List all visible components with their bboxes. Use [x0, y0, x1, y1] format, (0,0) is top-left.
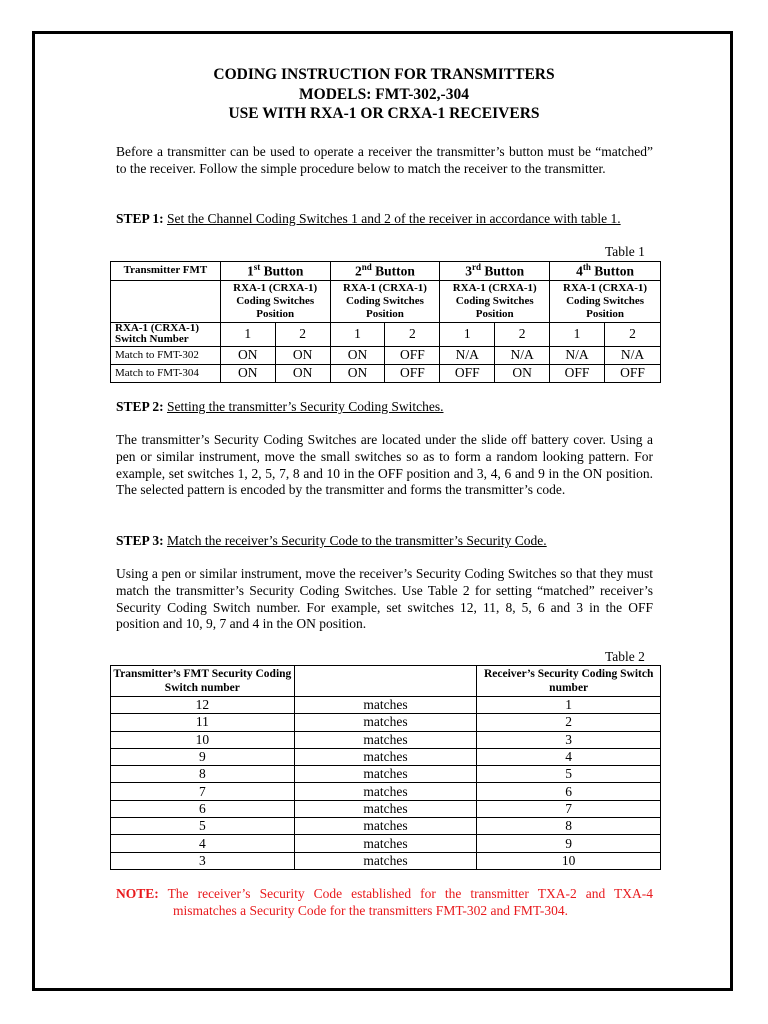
table-1-cell: 1 [440, 322, 495, 346]
table-1-button-1-header: 1st Button [220, 262, 330, 281]
title-line-2: MODELS: FMT-302,-304 [299, 86, 469, 103]
step-1 [116, 211, 711, 228]
step-3-label: STEP 3: [116, 533, 164, 548]
table-1-cell: 2 [385, 322, 440, 346]
table-1-cell: ON [275, 346, 330, 364]
step-3-text: Match the receiver’s Security Code to the transmitter’s Security Code. [167, 533, 547, 548]
table-1-button-2-header: 2nd Button [330, 262, 440, 281]
table-1-cell: OFF [440, 364, 495, 382]
step-1-text: Set the Channel Coding Switches 1 and 2 of the receiver in accordance with table 1. [167, 211, 621, 226]
note [116, 886, 653, 920]
table-1-cell: 1 [550, 322, 605, 346]
table-1-cell: 2 [275, 322, 330, 346]
table-1-cell: ON [275, 364, 330, 382]
table-1-empty-cell [111, 280, 221, 322]
table-2-tx-cell: 11 [111, 714, 295, 731]
table-2-match-cell: matches [294, 714, 477, 731]
note-label: NOTE: [116, 886, 159, 901]
table-2-tx-cell: 6 [111, 800, 295, 817]
table-2-match-cell: matches [294, 783, 477, 800]
table-1-cell: 1 [330, 322, 385, 346]
table-2-match-cell: matches [294, 748, 477, 765]
step-2-paragraph: The transmitter’s Security Coding Switches are located under the slide off battery cover. Using a pen or similar instrument, move the small switches so as to form a random looking pattern. For example, set switches 1, 2, 5, 7, 8 and 10 in the OFF position and 3, 4, 6 and 9 in the ON position. The selected pattern is encoded by the transmitter and forms the transmitter’s code. [116, 432, 653, 498]
table-row [111, 697, 661, 714]
table-2 [110, 665, 661, 870]
title-line-3: USE WITH RXA-1 OR CRXA-1 RECEIVERS [228, 105, 540, 122]
table-2-tx-cell: 7 [111, 783, 295, 800]
table-row [111, 835, 661, 852]
table-2-match-cell: matches [294, 835, 477, 852]
table-2-rx-cell: 8 [477, 818, 661, 835]
step-2-label: STEP 2: [116, 399, 164, 414]
table-1-cell: N/A [550, 346, 605, 364]
table-2-rx-cell: 9 [477, 835, 661, 852]
table-2-rx-cell: 7 [477, 800, 661, 817]
intro-paragraph: Before a transmitter can be used to operate a receiver the transmitter’s button must be “matched” to the receiver. Follow the simple procedure below to match the receiver to the transmitter. [116, 144, 653, 176]
table-1-cell: ON [330, 364, 385, 382]
table-1-row [111, 364, 661, 382]
table-2-tx-cell: 10 [111, 731, 295, 748]
table-2-tx-cell: 5 [111, 818, 295, 835]
table-row [111, 800, 661, 817]
table-row [111, 852, 661, 869]
table-1-subheader: RXA-1 (CRXA-1) Coding Switches Position [330, 280, 440, 322]
table-1-cell: OFF [605, 364, 661, 382]
table-1-subheader: RXA-1 (CRXA-1) Coding Switches Position [550, 280, 661, 322]
table-2-rx-cell: 5 [477, 766, 661, 783]
table-2-match-cell: matches [294, 731, 477, 748]
table-1-cell: 2 [495, 322, 550, 346]
table-1-cell: N/A [495, 346, 550, 364]
table-2-tx-cell: 12 [111, 697, 295, 714]
table-1-row-label: Match to FMT-302 [111, 346, 221, 364]
table-2-header-empty [294, 666, 477, 697]
table-2-match-cell: matches [294, 818, 477, 835]
table-1-row-label: Match to FMT-304 [111, 364, 221, 382]
table-1-subheader: RXA-1 (CRXA-1) Coding Switches Position [220, 280, 330, 322]
table-2-rx-cell: 4 [477, 748, 661, 765]
step-3 [116, 533, 653, 550]
step-1-label: STEP 1: [116, 211, 164, 226]
table-2-rx-cell: 1 [477, 697, 661, 714]
table-1-cell: ON [220, 364, 275, 382]
table-2-tx-cell: 8 [111, 766, 295, 783]
table-1-subheader: RXA-1 (CRXA-1) Coding Switches Position [440, 280, 550, 322]
table-2-header-receiver: Receiver’s Security Coding Switch number [477, 666, 661, 697]
table-row [111, 748, 661, 765]
table-1-row [111, 322, 661, 346]
table-1-cell: OFF [550, 364, 605, 382]
table-2-rx-cell: 3 [477, 731, 661, 748]
table-1-row [111, 346, 661, 364]
table-1 [110, 261, 661, 383]
step-3-paragraph: Using a pen or similar instrument, move the receiver’s Security Coding Switches so that they must match the transmitter’s Security Coding Switches. Use Table 2 for setting “matched” receiver’s Security Coding Switch number. For example, set switches 12, 11, 8, 5, 6 and 3 in the OFF position and 10, 9, 7 and 4 in the ON position. [116, 566, 653, 632]
table-row [111, 731, 661, 748]
step-2-text: Setting the transmitter’s Security Coding Switches. [167, 399, 444, 414]
table-1-cell: 1 [220, 322, 275, 346]
table-1-cell: ON [220, 346, 275, 364]
table-1-cell: ON [330, 346, 385, 364]
table-1-cell: 2 [605, 322, 661, 346]
table-2-match-cell: matches [294, 697, 477, 714]
table-2-match-cell: matches [294, 766, 477, 783]
table-2-match-cell: matches [294, 800, 477, 817]
table-row [111, 818, 661, 835]
step-2 [116, 399, 653, 416]
table-2-tx-cell: 4 [111, 835, 295, 852]
table-2-caption: Table 2 [605, 649, 645, 664]
table-1-cell: ON [495, 364, 550, 382]
note-text: The receiver’s Security Code established for the transmitter TXA-2 and TXA-4 mismatches a Security Code for the transmitters FMT-302 and FMT-304. [167, 886, 653, 918]
table-1-cell: OFF [385, 346, 440, 364]
table-1-button-3-header: 3rd Button [440, 262, 550, 281]
table-row [111, 766, 661, 783]
table-2-tx-cell: 9 [111, 748, 295, 765]
table-1-cell: N/A [440, 346, 495, 364]
table-2-rx-cell: 10 [477, 852, 661, 869]
table-2-rx-cell: 2 [477, 714, 661, 731]
table-1-cell: OFF [385, 364, 440, 382]
table-1-corner: Transmitter FMT [111, 262, 221, 281]
table-1-cell: N/A [605, 346, 661, 364]
table-2-match-cell: matches [294, 852, 477, 869]
title-line-1: CODING INSTRUCTION FOR TRANSMITTERS [213, 66, 555, 83]
table-row [111, 783, 661, 800]
table-2-header-transmitter: Transmitter’s FMT Security Coding Switch number [111, 666, 295, 697]
table-1-caption: Table 1 [605, 244, 645, 259]
table-2-tx-cell: 3 [111, 852, 295, 869]
table-1-row-label: RXA-1 (CRXA-1) Switch Number [111, 322, 221, 346]
table-1-button-4-header: 4th Button [550, 262, 661, 281]
table-row [111, 714, 661, 731]
table-2-rx-cell: 6 [477, 783, 661, 800]
